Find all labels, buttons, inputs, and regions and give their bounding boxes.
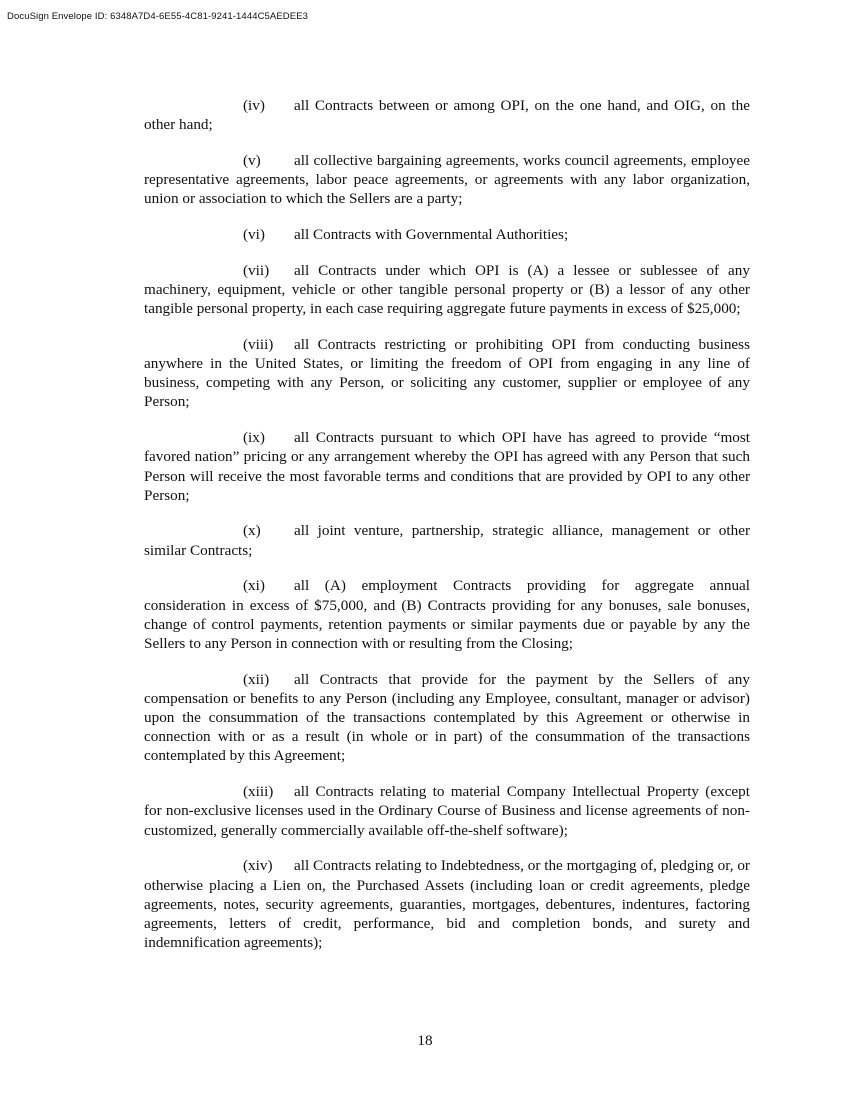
clause-vi [144, 225, 750, 244]
clause-number: (xii) [243, 670, 270, 688]
clause-text: all collective bargaining agreements, works council agreements, employee representative agreements, labor peace agreements, or agreements with any labor organization, union or association to which the Sellers are a party; [144, 151, 750, 208]
clause-text: all Contracts under which OPI is (A) a lessee or sublessee of any machinery, equipment, vehicle or other tangible personal property or (B) a lessor of any other tangible personal property, in each case requiring aggregate future payments in excess of $25,000; [144, 261, 750, 318]
clause-viii [144, 335, 750, 412]
docusign-envelope-id: DocuSign Envelope ID: 6348A7D4-6E55-4C81-9241-1444C5AEDEE3 [7, 11, 309, 22]
clause-text: all Contracts relating to Indebtedness, or the mortgaging of, pledging or, or otherwise placing a Lien on, the Purchased Assets (including loan or credit agreements, pledge agreements, notes, security agreements, guaranties, mortgages, debentures, indentures, factoring agreements, letters of credit, performance, bid and completion bonds, and surety and indemnification agreements); [144, 857, 750, 952]
clause-text: all Contracts with Governmental Authorities; [294, 226, 569, 244]
clause-x [144, 521, 750, 559]
clause-number: (v) [243, 151, 261, 169]
clause-number: (xiii) [243, 783, 274, 801]
clause-number: (vi) [243, 226, 265, 244]
clause-text: all Contracts that provide for the payment by the Sellers of any compensation or benefits to any Person (including any Employee, consultant, manager or advisor) upon the consummation of the transactions contemplated by this Agreement or otherwise in connection with or as a result (in whole or in part) of the consummation of the transactions contemplated by this Agreement; [144, 670, 750, 765]
clause-text: all (A) employment Contracts providing for aggregate annual consideration in excess of $75,000, and (B) Contracts providing for any bonuses, sale bonuses, change of control payments, retention payments or similar payments due or payable by any the Sellers to any Person in connection with or resulting from the Closing; [144, 577, 750, 652]
clause-v [144, 151, 750, 209]
clause-number: (iv) [243, 97, 265, 114]
clause-text: all Contracts relating to material Company Intellectual Property (except for non-exclusive licenses used in the Ordinary Course of Business and license agreements of non-customized, generally commercially available off-the-shelf software); [144, 783, 750, 839]
clause-ix [144, 428, 750, 505]
clause-iv [144, 96, 750, 134]
clause-vii [144, 261, 750, 319]
clause-text: all Contracts between or among OPI, on the one hand, and OIG, on the other hand; [144, 97, 750, 134]
clause-number: (vii) [243, 261, 270, 279]
clause-number: (ix) [243, 429, 265, 447]
clause-xiii [144, 782, 750, 840]
clause-number: (x) [243, 522, 261, 540]
clause-text: all joint venture, partnership, strategic alliance, management or other similar Contracts; [144, 522, 750, 559]
clause-xi [144, 576, 750, 653]
page-number: 18 [417, 1032, 433, 1049]
clause-number: (xi) [243, 577, 265, 595]
clause-number: (xiv) [243, 857, 273, 875]
clause-number: (viii) [243, 335, 274, 353]
document-body [144, 96, 750, 969]
clause-text: all Contracts pursuant to which OPI have has agreed to provide “most favored nation” pricing or any arrangement whereby the OPI has agreed with any Person that such Person will receive the most favorable terms and conditions that are provided by OPI to any other Person; [144, 429, 750, 504]
clause-text: all Contracts restricting or prohibiting OPI from conducting business anywhere in the United States, or limiting the freedom of OPI from engaging in any line of business, competing with any Person, or soliciting any customer, supplier or employee of any Person; [144, 335, 750, 411]
clause-xii [144, 670, 750, 766]
clause-xiv [144, 856, 750, 952]
